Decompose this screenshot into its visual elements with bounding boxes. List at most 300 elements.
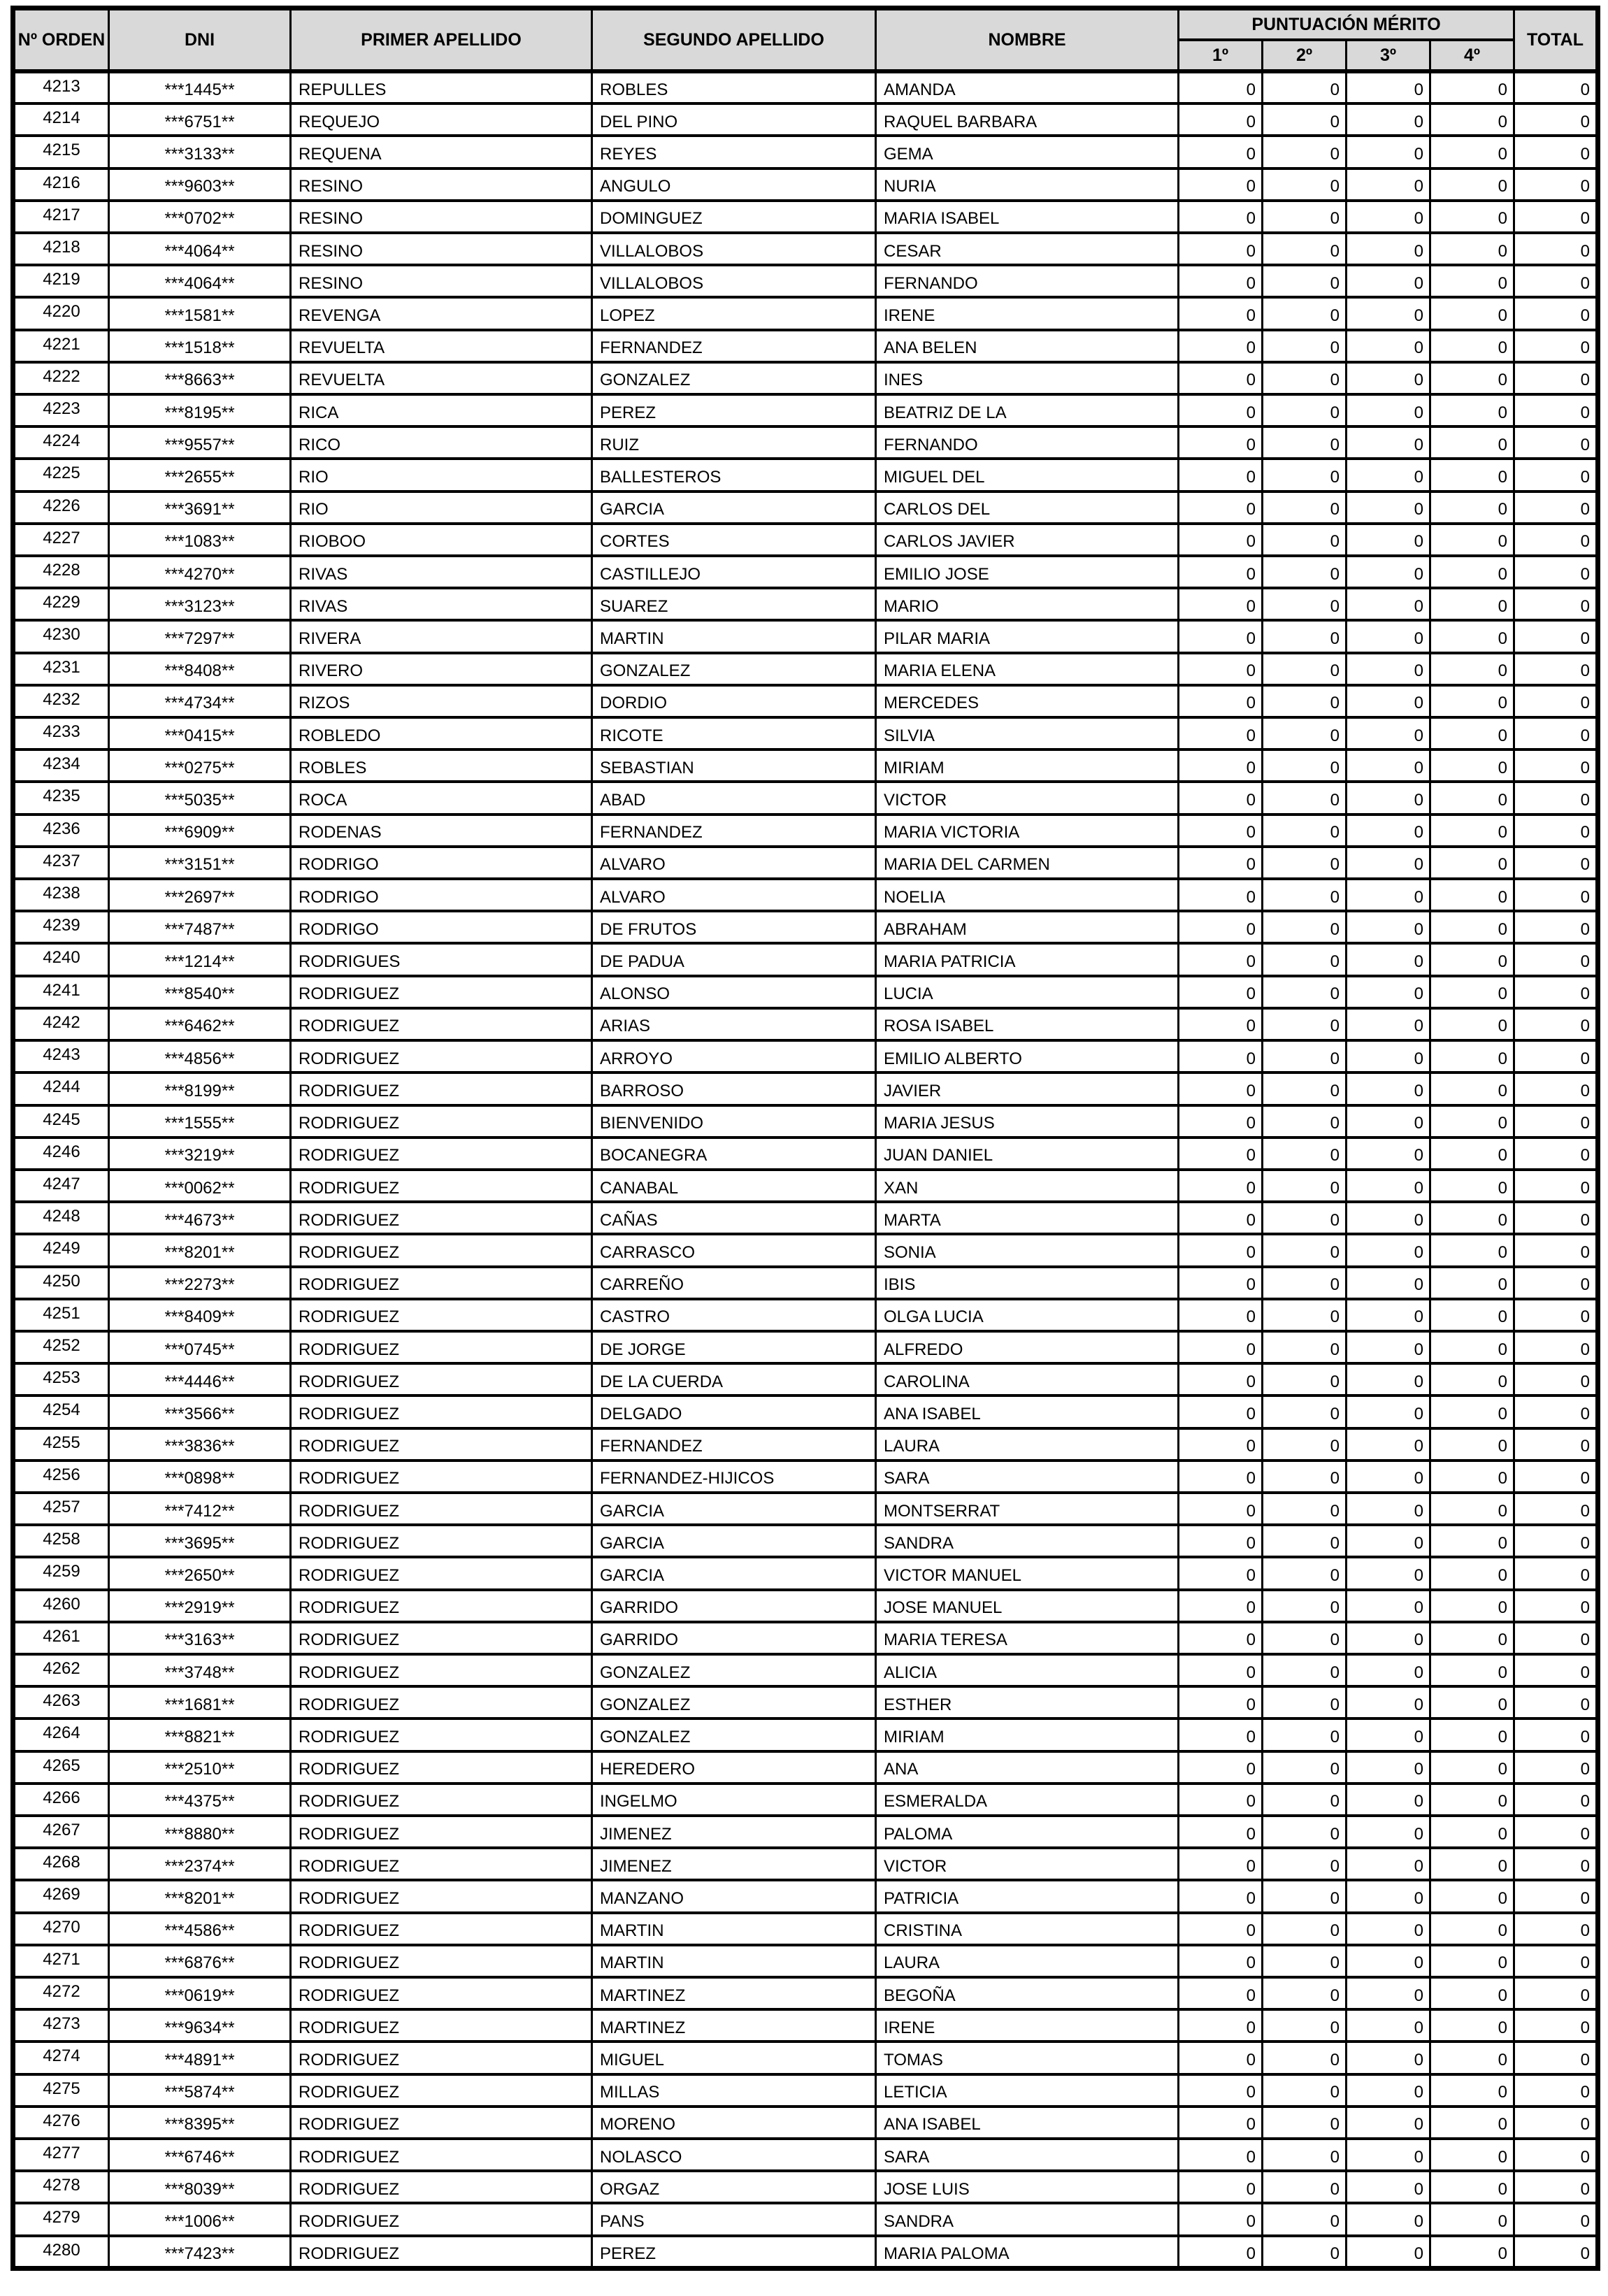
primer-apellido-cell: RODRIGUES <box>291 943 592 975</box>
nombre-cell: MARIO <box>876 588 1179 620</box>
dni-cell: ***4446** <box>109 1363 291 1395</box>
nombre-cell: ESMERALDA <box>876 1784 1179 1816</box>
table-row <box>13 1719 1598 1751</box>
total-cell: 0 <box>1514 362 1598 394</box>
table-row <box>13 492 1598 524</box>
table-row <box>13 1105 1598 1138</box>
merito-3-cell: 0 <box>1347 1395 1430 1428</box>
merito-1-cell: 0 <box>1179 168 1263 201</box>
table-row <box>13 1751 1598 1784</box>
primer-apellido-cell: RODRIGUEZ <box>291 1977 592 2009</box>
table-row <box>13 879 1598 911</box>
merito-4-cell: 0 <box>1430 2107 1514 2139</box>
merito-2-cell: 0 <box>1263 136 1347 168</box>
total-cell: 0 <box>1514 492 1598 524</box>
primer-apellido-cell: RODRIGUEZ <box>291 1363 592 1395</box>
merito-3-cell: 0 <box>1347 265 1430 297</box>
nombre-cell: JOSE LUIS <box>876 2171 1179 2203</box>
segundo-apellido-cell: ABAD <box>592 782 876 814</box>
nombre-cell: FERNANDO <box>876 426 1179 459</box>
total-cell: 0 <box>1514 976 1598 1008</box>
primer-apellido-cell: RODRIGUEZ <box>291 1138 592 1170</box>
merito-1-cell: 0 <box>1179 1428 1263 1461</box>
merito-2-cell: 0 <box>1263 459 1347 491</box>
orden-cell: 4280 <box>13 2236 109 2269</box>
merito-3-cell: 0 <box>1347 2107 1430 2139</box>
table-row <box>13 362 1598 394</box>
total-cell: 0 <box>1514 2139 1598 2171</box>
segundo-apellido-cell: NOLASCO <box>592 2139 876 2171</box>
orden-cell: 4266 <box>13 1784 109 1816</box>
merito-1-cell: 0 <box>1179 1784 1263 1816</box>
merito-2-cell: 0 <box>1263 103 1347 136</box>
merito-4-cell: 0 <box>1430 1977 1514 2009</box>
nombre-cell: AMANDA <box>876 71 1179 103</box>
merito-3-cell: 0 <box>1347 2009 1430 2042</box>
total-cell: 0 <box>1514 1461 1598 1493</box>
segundo-apellido-cell: MARTIN <box>592 1913 876 1945</box>
dni-cell: ***0415** <box>109 717 291 749</box>
table-row <box>13 1040 1598 1072</box>
segundo-apellido-cell: GARCIA <box>592 492 876 524</box>
merito-1-cell: 0 <box>1179 201 1263 233</box>
primer-apellido-cell: RODRIGUEZ <box>291 1072 592 1105</box>
total-cell: 0 <box>1514 71 1598 103</box>
merito-4-cell: 0 <box>1430 2139 1514 2171</box>
merito-4-cell: 0 <box>1430 1590 1514 1622</box>
merito-3-cell: 0 <box>1347 1525 1430 1557</box>
merito-3-cell: 0 <box>1347 1977 1430 2009</box>
merito-4-cell: 0 <box>1430 879 1514 911</box>
merito-1-cell: 0 <box>1179 1040 1263 1072</box>
merito-4-cell: 0 <box>1430 653 1514 685</box>
nombre-cell: VICTOR <box>876 1848 1179 1880</box>
orden-cell: 4215 <box>13 136 109 168</box>
table-row <box>13 297 1598 329</box>
orden-cell: 4240 <box>13 943 109 975</box>
dni-cell: ***4856** <box>109 1040 291 1072</box>
total-cell: 0 <box>1514 1331 1598 1363</box>
nombre-cell: SONIA <box>876 1234 1179 1266</box>
merito-2-cell: 0 <box>1263 1848 1347 1880</box>
nombre-cell: ANA BELEN <box>876 330 1179 362</box>
merito-4-cell: 0 <box>1430 492 1514 524</box>
orden-cell: 4250 <box>13 1267 109 1299</box>
nombre-cell: OLGA LUCIA <box>876 1299 1179 1331</box>
dni-cell: ***4734** <box>109 685 291 717</box>
merito-1-cell: 0 <box>1179 362 1263 394</box>
nombre-cell: MIRIAM <box>876 1719 1179 1751</box>
merito-3-cell: 0 <box>1347 1784 1430 1816</box>
merito-2-cell: 0 <box>1263 1170 1347 1202</box>
total-cell: 0 <box>1514 1654 1598 1686</box>
total-cell: 0 <box>1514 524 1598 556</box>
merito-3-cell: 0 <box>1347 492 1430 524</box>
primer-apellido-cell: RODRIGUEZ <box>291 1686 592 1719</box>
merito-2-cell: 0 <box>1263 2171 1347 2203</box>
total-cell: 0 <box>1514 588 1598 620</box>
dni-cell: ***1518** <box>109 330 291 362</box>
merito-2-cell: 0 <box>1263 1299 1347 1331</box>
segundo-apellido-cell: SUAREZ <box>592 588 876 620</box>
segundo-apellido-cell: RUIZ <box>592 426 876 459</box>
primer-apellido-cell: RODRIGO <box>291 911 592 943</box>
merito-1-cell: 0 <box>1179 71 1263 103</box>
merito-3-cell: 0 <box>1347 330 1430 362</box>
orden-cell: 4239 <box>13 911 109 943</box>
total-cell: 0 <box>1514 394 1598 426</box>
merito-4-cell: 0 <box>1430 1234 1514 1266</box>
merito-2-cell: 0 <box>1263 1363 1347 1395</box>
orden-cell: 4255 <box>13 1428 109 1461</box>
orden-cell: 4276 <box>13 2107 109 2139</box>
primer-apellido-cell: ROBLES <box>291 749 592 782</box>
orden-cell: 4227 <box>13 524 109 556</box>
merito-4-cell: 0 <box>1430 1331 1514 1363</box>
segundo-apellido-cell: DE FRUTOS <box>592 911 876 943</box>
merito-1-cell: 0 <box>1179 1719 1263 1751</box>
merito-4-cell: 0 <box>1430 749 1514 782</box>
segundo-apellido-cell: BIENVENIDO <box>592 1105 876 1138</box>
nombre-cell: MARIA PATRICIA <box>876 943 1179 975</box>
merito-4-cell: 0 <box>1430 717 1514 749</box>
nombre-cell: PALOMA <box>876 1816 1179 1848</box>
segundo-apellido-cell: MARTIN <box>592 620 876 652</box>
orden-cell: 4245 <box>13 1105 109 1138</box>
merito-2-cell: 0 <box>1263 1880 1347 1912</box>
primer-apellido-cell: RODRIGUEZ <box>291 2009 592 2042</box>
merito-4-cell: 0 <box>1430 2074 1514 2107</box>
segundo-apellido-cell: ALONSO <box>592 976 876 1008</box>
dni-cell: ***3133** <box>109 136 291 168</box>
table-row <box>13 1170 1598 1202</box>
table-row <box>13 103 1598 136</box>
merito-3-cell: 0 <box>1347 1170 1430 1202</box>
merito-2-cell: 0 <box>1263 717 1347 749</box>
nombre-cell: MARTA <box>876 1202 1179 1234</box>
merito-4-cell: 0 <box>1430 1525 1514 1557</box>
nombre-cell: VICTOR <box>876 782 1179 814</box>
segundo-apellido-cell: INGELMO <box>592 1784 876 1816</box>
dni-cell: ***3695** <box>109 1525 291 1557</box>
orden-cell: 4213 <box>13 71 109 103</box>
segundo-apellido-cell: GARRIDO <box>592 1622 876 1654</box>
primer-apellido-cell: RODRIGUEZ <box>291 1331 592 1363</box>
primer-apellido-cell: RESINO <box>291 265 592 297</box>
orden-cell: 4272 <box>13 1977 109 2009</box>
segundo-apellido-cell: DE LA CUERDA <box>592 1363 876 1395</box>
orden-cell: 4275 <box>13 2074 109 2107</box>
merito-4-cell: 0 <box>1430 1493 1514 1525</box>
segundo-apellido-cell: MARTINEZ <box>592 2009 876 2042</box>
segundo-apellido-cell: JIMENEZ <box>592 1816 876 1848</box>
merito-4-cell: 0 <box>1430 1751 1514 1784</box>
segundo-apellido-cell: SEBASTIAN <box>592 749 876 782</box>
merito-4-cell: 0 <box>1430 1105 1514 1138</box>
segundo-apellido-cell: ALVARO <box>592 879 876 911</box>
orden-cell: 4271 <box>13 1945 109 1977</box>
merito-3-cell: 0 <box>1347 653 1430 685</box>
table-row <box>13 2042 1598 2074</box>
total-cell: 0 <box>1514 1234 1598 1266</box>
dni-cell: ***2273** <box>109 1267 291 1299</box>
segundo-apellido-cell: FERNANDEZ-HIJICOS <box>592 1461 876 1493</box>
nombre-cell: SARA <box>876 1461 1179 1493</box>
orden-cell: 4214 <box>13 103 109 136</box>
merito-3-cell: 0 <box>1347 1428 1430 1461</box>
segundo-apellido-cell: CAÑAS <box>592 1202 876 1234</box>
orden-cell: 4228 <box>13 556 109 588</box>
total-cell: 0 <box>1514 2236 1598 2269</box>
nombre-cell: CAROLINA <box>876 1363 1179 1395</box>
orden-cell: 4243 <box>13 1040 109 1072</box>
primer-apellido-cell: RIOBOO <box>291 524 592 556</box>
merito-3-cell: 0 <box>1347 815 1430 847</box>
primer-apellido-cell: RIVERA <box>291 620 592 652</box>
orden-cell: 4253 <box>13 1363 109 1395</box>
table-row <box>13 2009 1598 2042</box>
dni-cell: ***0275** <box>109 749 291 782</box>
total-cell: 0 <box>1514 1008 1598 1040</box>
total-cell: 0 <box>1514 1751 1598 1784</box>
merito-4-cell: 0 <box>1430 524 1514 556</box>
nombre-cell: ESTHER <box>876 1686 1179 1719</box>
segundo-apellido-cell: DE JORGE <box>592 1331 876 1363</box>
orden-cell: 4279 <box>13 2203 109 2235</box>
dni-cell: ***7423** <box>109 2236 291 2269</box>
primer-apellido-cell: RODRIGUEZ <box>291 1751 592 1784</box>
dni-cell: ***1581** <box>109 297 291 329</box>
orden-cell: 4241 <box>13 976 109 1008</box>
merito-2-cell: 0 <box>1263 1977 1347 2009</box>
primer-apellido-cell: RICO <box>291 426 592 459</box>
total-cell: 0 <box>1514 1493 1598 1525</box>
merito-4-cell: 0 <box>1430 297 1514 329</box>
table-row <box>13 1590 1598 1622</box>
table-row <box>13 1363 1598 1395</box>
merito-4-cell: 0 <box>1430 1880 1514 1912</box>
merito-3-cell: 0 <box>1347 1008 1430 1040</box>
merito-3-cell: 0 <box>1347 136 1430 168</box>
primer-apellido-cell: RODRIGUEZ <box>291 1040 592 1072</box>
nombre-cell: MARIA JESUS <box>876 1105 1179 1138</box>
merito-1-cell: 0 <box>1179 847 1263 879</box>
total-cell: 0 <box>1514 685 1598 717</box>
nombre-cell: LETICIA <box>876 2074 1179 2107</box>
segundo-apellido-cell: CORTES <box>592 524 876 556</box>
total-cell: 0 <box>1514 1945 1598 1977</box>
dni-cell: ***8540** <box>109 976 291 1008</box>
merito-4-cell: 0 <box>1430 1008 1514 1040</box>
total-cell: 0 <box>1514 2009 1598 2042</box>
orden-cell: 4224 <box>13 426 109 459</box>
primer-apellido-cell: RODRIGUEZ <box>291 1525 592 1557</box>
total-cell: 0 <box>1514 426 1598 459</box>
orden-cell: 4219 <box>13 265 109 297</box>
total-cell: 0 <box>1514 1622 1598 1654</box>
total-cell: 0 <box>1514 653 1598 685</box>
merito-1-cell: 0 <box>1179 265 1263 297</box>
segundo-apellido-cell: CARREÑO <box>592 1267 876 1299</box>
segundo-apellido-cell: GARCIA <box>592 1525 876 1557</box>
merito-2-cell: 0 <box>1263 1461 1347 1493</box>
nombre-cell: ANA ISABEL <box>876 1395 1179 1428</box>
dni-cell: ***2374** <box>109 1848 291 1880</box>
merito-1-cell: 0 <box>1179 749 1263 782</box>
dni-cell: ***7487** <box>109 911 291 943</box>
total-cell: 0 <box>1514 1363 1598 1395</box>
total-cell: 0 <box>1514 2074 1598 2107</box>
total-cell: 0 <box>1514 2171 1598 2203</box>
orden-cell: 4263 <box>13 1686 109 1719</box>
header-merito-4: 4º <box>1430 40 1514 71</box>
merito-1-cell: 0 <box>1179 330 1263 362</box>
table-row <box>13 1428 1598 1461</box>
primer-apellido-cell: RODRIGUEZ <box>291 2074 592 2107</box>
nombre-cell: MIGUEL DEL <box>876 459 1179 491</box>
dni-cell: ***4270** <box>109 556 291 588</box>
dni-cell: ***6909** <box>109 815 291 847</box>
dni-cell: ***6462** <box>109 1008 291 1040</box>
merito-2-cell: 0 <box>1263 2074 1347 2107</box>
primer-apellido-cell: RODRIGUEZ <box>291 1202 592 1234</box>
dni-cell: ***4064** <box>109 233 291 265</box>
total-cell: 0 <box>1514 1816 1598 1848</box>
merito-2-cell: 0 <box>1263 2203 1347 2235</box>
dni-cell: ***1555** <box>109 1105 291 1138</box>
nombre-cell: IRENE <box>876 297 1179 329</box>
dni-cell: ***6876** <box>109 1945 291 1977</box>
segundo-apellido-cell: HEREDERO <box>592 1751 876 1784</box>
nombre-cell: NOELIA <box>876 879 1179 911</box>
merito-2-cell: 0 <box>1263 1784 1347 1816</box>
dni-cell: ***8663** <box>109 362 291 394</box>
table-row <box>13 136 1598 168</box>
merito-2-cell: 0 <box>1263 847 1347 879</box>
nombre-cell: JAVIER <box>876 1072 1179 1105</box>
orden-cell: 4267 <box>13 1816 109 1848</box>
merito-2-cell: 0 <box>1263 426 1347 459</box>
orden-cell: 4218 <box>13 233 109 265</box>
dni-cell: ***5874** <box>109 2074 291 2107</box>
merito-1-cell: 0 <box>1179 297 1263 329</box>
merito-1-cell: 0 <box>1179 976 1263 1008</box>
merito-1-cell: 0 <box>1179 653 1263 685</box>
dni-cell: ***1214** <box>109 943 291 975</box>
merito-4-cell: 0 <box>1430 459 1514 491</box>
orden-cell: 4251 <box>13 1299 109 1331</box>
merito-2-cell: 0 <box>1263 749 1347 782</box>
total-cell: 0 <box>1514 717 1598 749</box>
merito-3-cell: 0 <box>1347 1299 1430 1331</box>
merito-3-cell: 0 <box>1347 782 1430 814</box>
nombre-cell: ALICIA <box>876 1654 1179 1686</box>
total-cell: 0 <box>1514 201 1598 233</box>
orden-cell: 4257 <box>13 1493 109 1525</box>
merito-3-cell: 0 <box>1347 2236 1430 2269</box>
primer-apellido-cell: RODRIGUEZ <box>291 2107 592 2139</box>
nombre-cell: MARIA ELENA <box>876 653 1179 685</box>
primer-apellido-cell: RODRIGUEZ <box>291 1590 592 1622</box>
primer-apellido-cell: RODRIGUEZ <box>291 1299 592 1331</box>
table-row <box>13 1299 1598 1331</box>
table-row <box>13 1913 1598 1945</box>
merito-1-cell: 0 <box>1179 1105 1263 1138</box>
merito-3-cell: 0 <box>1347 1138 1430 1170</box>
merito-4-cell: 0 <box>1430 330 1514 362</box>
total-cell: 0 <box>1514 782 1598 814</box>
total-cell: 0 <box>1514 620 1598 652</box>
merito-4-cell: 0 <box>1430 1267 1514 1299</box>
table-row <box>13 749 1598 782</box>
segundo-apellido-cell: FERNANDEZ <box>592 815 876 847</box>
primer-apellido-cell: RODRIGO <box>291 879 592 911</box>
merito-2-cell: 0 <box>1263 1557 1347 1589</box>
dni-cell: ***8395** <box>109 2107 291 2139</box>
total-cell: 0 <box>1514 2042 1598 2074</box>
orden-cell: 4217 <box>13 201 109 233</box>
orden-cell: 4265 <box>13 1751 109 1784</box>
total-cell: 0 <box>1514 2107 1598 2139</box>
merito-2-cell: 0 <box>1263 71 1347 103</box>
merito-3-cell: 0 <box>1347 1461 1430 1493</box>
dni-cell: ***3691** <box>109 492 291 524</box>
merito-1-cell: 0 <box>1179 2139 1263 2171</box>
merito-3-cell: 0 <box>1347 168 1430 201</box>
total-cell: 0 <box>1514 136 1598 168</box>
segundo-apellido-cell: PEREZ <box>592 394 876 426</box>
merito-1-cell: 0 <box>1179 943 1263 975</box>
merito-3-cell: 0 <box>1347 620 1430 652</box>
dni-cell: ***7412** <box>109 1493 291 1525</box>
dni-cell: ***8199** <box>109 1072 291 1105</box>
primer-apellido-cell: RODRIGUEZ <box>291 1461 592 1493</box>
merito-2-cell: 0 <box>1263 2236 1347 2269</box>
orden-cell: 4246 <box>13 1138 109 1170</box>
table-row <box>13 1138 1598 1170</box>
total-cell: 0 <box>1514 1072 1598 1105</box>
table-row <box>13 588 1598 620</box>
merito-1-cell: 0 <box>1179 556 1263 588</box>
total-cell: 0 <box>1514 943 1598 975</box>
table-row <box>13 976 1598 1008</box>
segundo-apellido-cell: GARCIA <box>592 1493 876 1525</box>
dni-cell: ***8821** <box>109 1719 291 1751</box>
primer-apellido-cell: RIO <box>291 459 592 491</box>
table-row <box>13 233 1598 265</box>
merito-2-cell: 0 <box>1263 394 1347 426</box>
merito-4-cell: 0 <box>1430 1072 1514 1105</box>
orden-cell: 4225 <box>13 459 109 491</box>
merito-1-cell: 0 <box>1179 1267 1263 1299</box>
segundo-apellido-cell: CASTILLEJO <box>592 556 876 588</box>
table-row <box>13 653 1598 685</box>
nombre-cell: BEGOÑA <box>876 1977 1179 2009</box>
merito-2-cell: 0 <box>1263 524 1347 556</box>
dni-cell: ***8039** <box>109 2171 291 2203</box>
segundo-apellido-cell: MIGUEL <box>592 2042 876 2074</box>
primer-apellido-cell: RODRIGUEZ <box>291 1719 592 1751</box>
merito-3-cell: 0 <box>1347 426 1430 459</box>
total-cell: 0 <box>1514 1105 1598 1138</box>
table-row <box>13 524 1598 556</box>
segundo-apellido-cell: PANS <box>592 2203 876 2235</box>
table-row <box>13 426 1598 459</box>
merito-3-cell: 0 <box>1347 1913 1430 1945</box>
merito-1-cell: 0 <box>1179 1331 1263 1363</box>
table-row <box>13 1945 1598 1977</box>
merito-4-cell: 0 <box>1430 1138 1514 1170</box>
